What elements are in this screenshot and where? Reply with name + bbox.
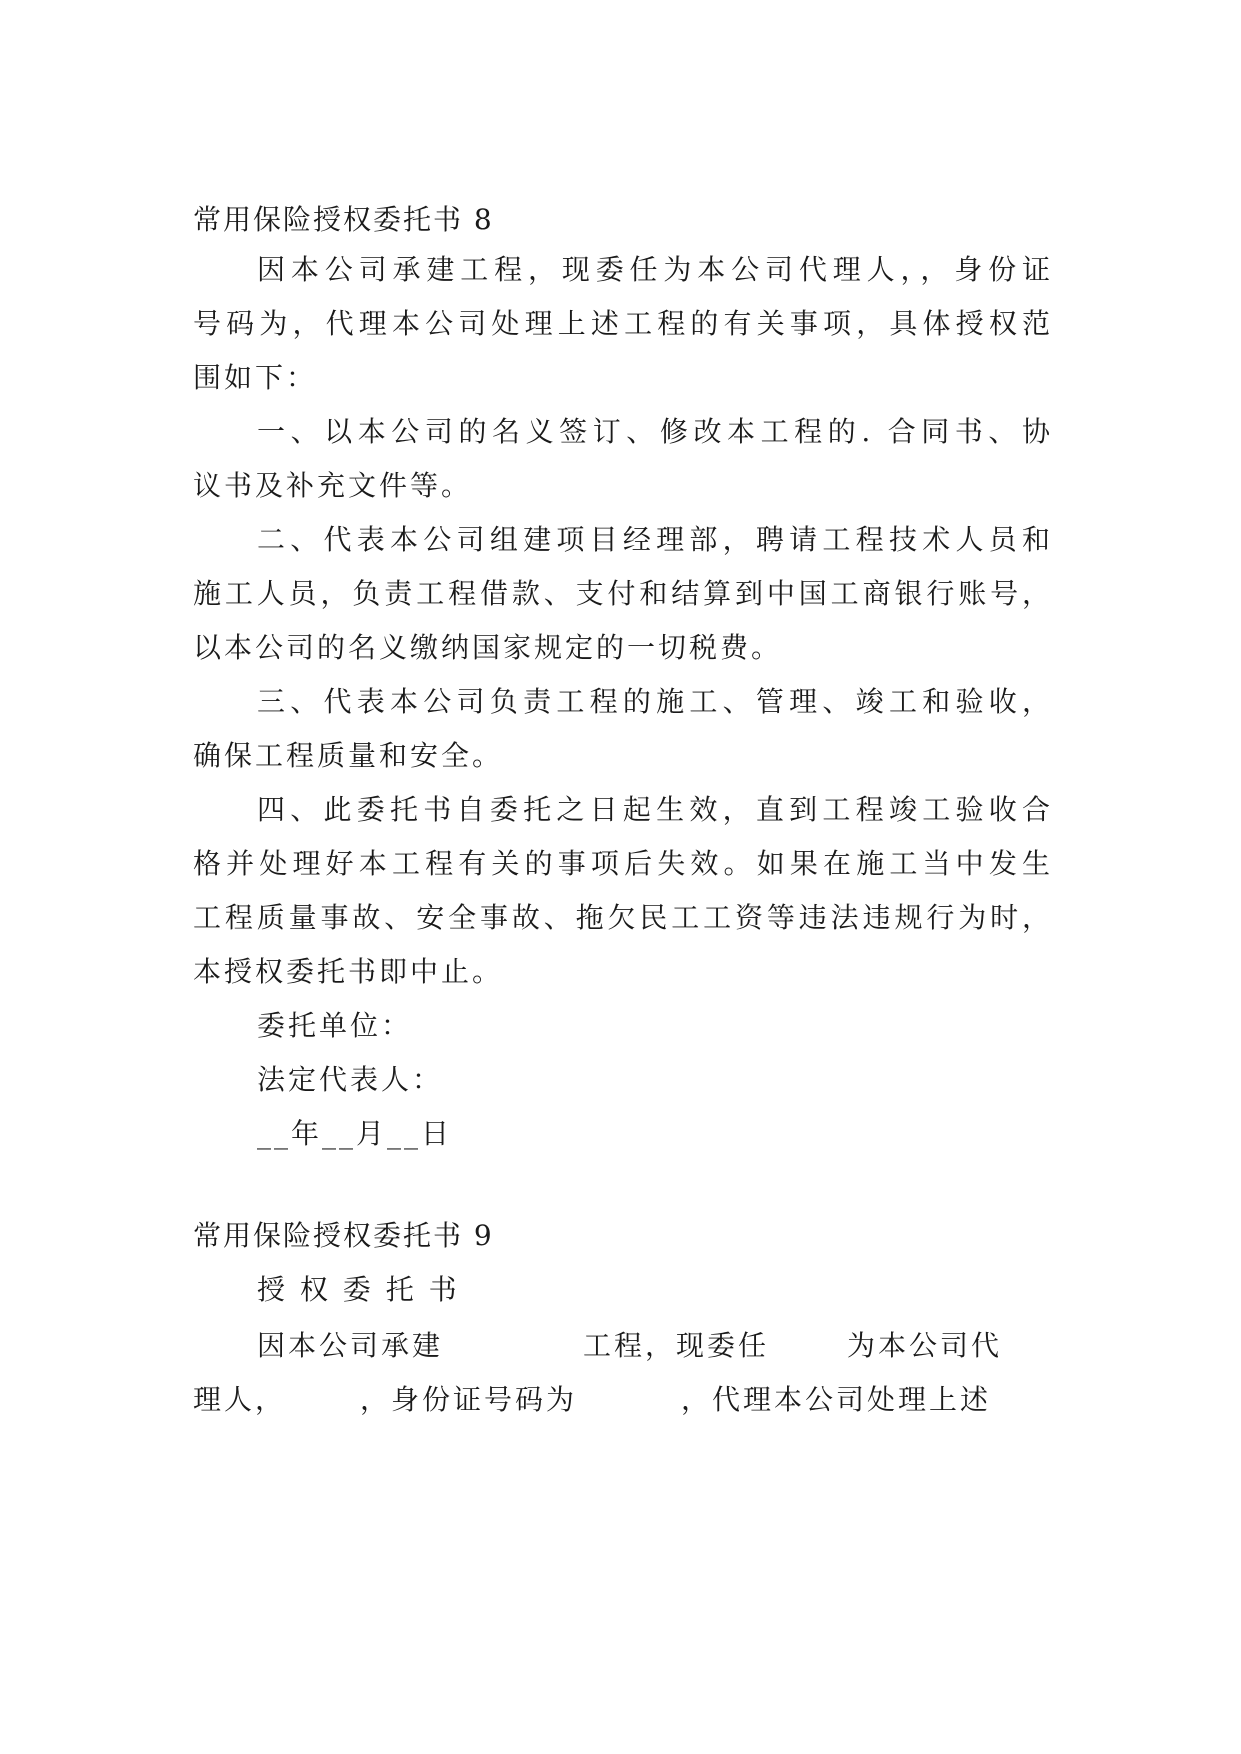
paragraph-5-line-1: 四、此委托书自委托之日起生效，直到工程竣工验收合 (257, 793, 1053, 826)
line-1-part-2: 工程，现委任 (583, 1329, 770, 1362)
paragraph-3-line-2: 施工人员，负责工程借款、支付和结算到中国工商银行账号， (193, 577, 1053, 610)
paragraph-2-line-1: 一、以本公司的名义签订、修改本工程的. 合同书、协 (257, 415, 1053, 448)
section-9-line-2 (193, 1380, 1053, 1420)
line-1-part-3: 为本公司代 (847, 1329, 1003, 1362)
line-2-part-2: ，身份证号码为 (360, 1383, 578, 1416)
paragraph-4-line-1: 三、代表本公司负责工程的施工、管理、竣工和验收， (257, 685, 1053, 718)
line-2-part-1: 理人， (193, 1383, 287, 1416)
paragraph-5-line-3: 工程质量事故、安全事故、拖欠民工工资等违法违规行为时， (193, 901, 1053, 934)
paragraph-4-line-2: 确保工程质量和安全。 (193, 739, 504, 772)
paragraph-2-line-2: 议书及补充文件等。 (193, 469, 473, 502)
paragraph-1-line-2: 号码为，代理本公司处理上述工程的有关事项，具体授权范 (193, 307, 1053, 340)
section-9-title: 常用保险授权委托书 9 (193, 1219, 494, 1252)
line-2-part-3: ，代理本公司处理上述 (681, 1383, 992, 1416)
paragraph-5-line-4: 本授权委托书即中止。 (193, 955, 504, 988)
signature-unit-label: 委托单位： (257, 1009, 413, 1042)
section-9-line-1 (257, 1326, 1117, 1366)
paragraph-3-line-1: 二、代表本公司组建项目经理部，聘请工程技术人员和 (257, 523, 1053, 556)
line-1-part-1: 因本公司承建 (257, 1329, 444, 1362)
section-8-title: 常用保险授权委托书 8 (193, 203, 494, 236)
signature-rep-label: 法定代表人： (257, 1063, 444, 1096)
signature-date-line: __年__月__日 (257, 1117, 453, 1150)
paragraph-1-line-3: 围如下： (193, 361, 318, 394)
section-9-heading: 授 权 委 托 书 (257, 1273, 460, 1306)
paragraph-1-line-1: 因本公司承建工程，现委任为本公司代理人，，身份证 (257, 253, 1053, 286)
paragraph-5-line-2: 格并处理好本工程有关的事项后失效。如果在施工当中发生 (193, 847, 1053, 880)
paragraph-3-line-3: 以本公司的名义缴纳国家规定的一切税费。 (193, 631, 783, 664)
